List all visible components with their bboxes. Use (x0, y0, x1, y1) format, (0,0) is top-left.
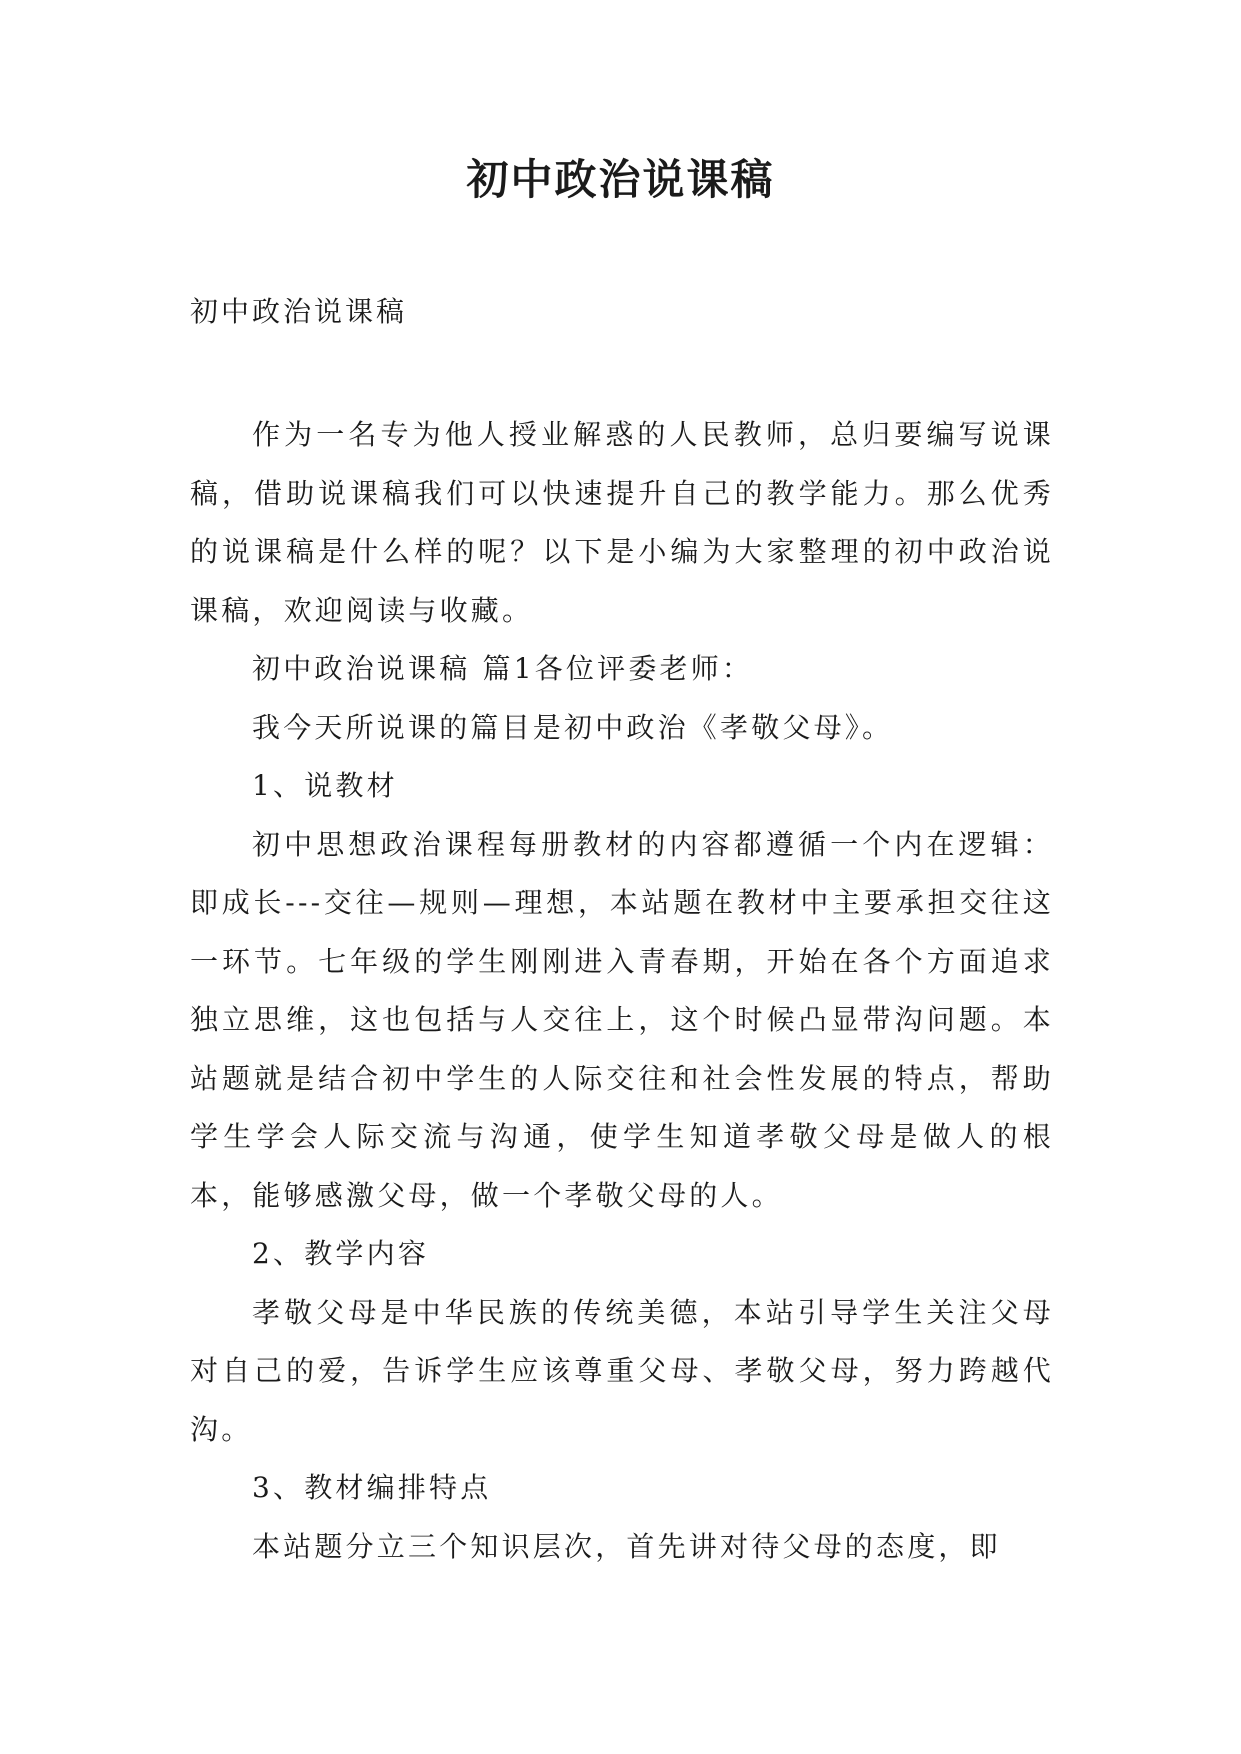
section-heading-content: 2、教学内容 (252, 1237, 430, 1270)
document-subtitle: 初中政治说课稿 (190, 295, 408, 328)
document-body (190, 406, 1054, 1576)
section-heading-textbook: 1、说教材 (252, 769, 398, 802)
section-opening-line: 初中政治说课稿 篇1各位评委老师： (252, 652, 754, 685)
intro-paragraph: 作为一名专为他人授业解惑的人民教师，总归要编写说课稿，借助说课稿我们可以快速提升自己的教学能力。那么优秀的说课稿是什么样的呢？以下是小编为大家整理的初中政治说课稿，欢迎阅读与收藏。 (190, 418, 1054, 627)
section-heading-arrangement: 3、教材编排特点 (252, 1471, 492, 1504)
lesson-topic-line: 我今天所说课的篇目是初中政治《孝敬父母》。 (252, 710, 894, 744)
arrangement-paragraph: 本站题分立三个知识层次，首先讲对待父母的态度，即 (252, 1529, 1001, 1563)
content-paragraph: 孝敬父母是中华民族的传统美德，本站引导学生关注父母对自己的爱，告诉学生应该尊重父母、孝敬父母，努力跨越代沟。 (190, 1295, 1054, 1446)
document-title: 初中政治说课稿 (466, 155, 775, 204)
textbook-paragraph: 初中思想政治课程每册教材的内容都遵循一个内在逻辑：即成长---交往—规则—理想，本站题在教材中主要承担交往这一环节。七年级的学生刚刚进入青春期，开始在各个方面追求独立思维，这也包括与人交往上，这个时候凸显带沟问题。本站题就是结合初中学生的人际交往和社会性发展的特点，帮助学生学会人际交流与沟通，使学生知道孝敬父母是做人的根本，能够感激父母，做一个孝敬父母的人。 (190, 827, 1054, 1212)
